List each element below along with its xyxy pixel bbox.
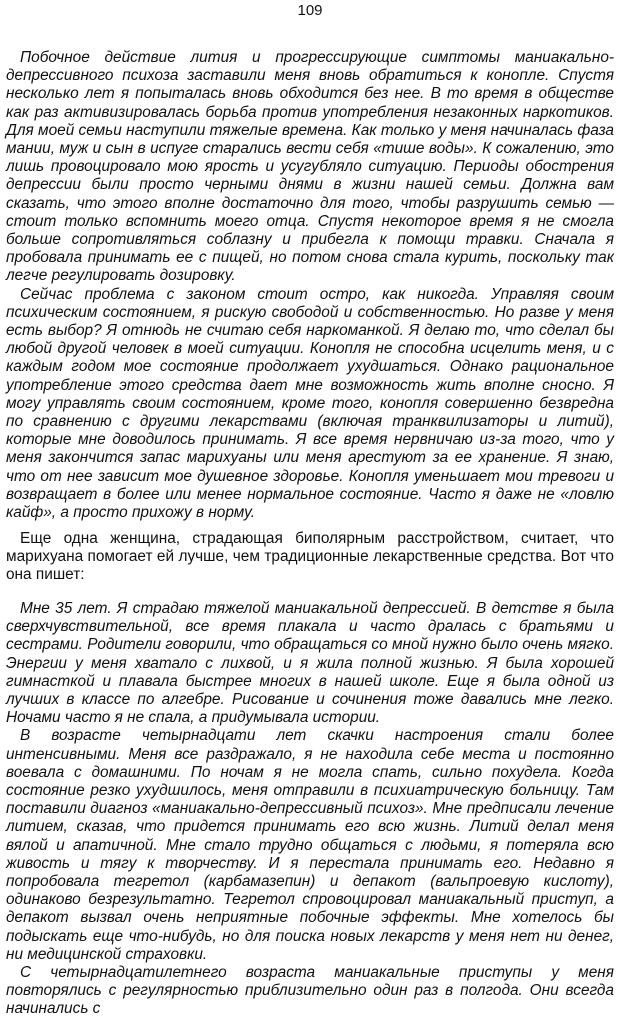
quote-1-paragraph-1: Побочное действие лития и прогрессирующие симптомы маниакально-депрессивного психоза заставили меня вновь обратиться к конопле. Спустя несколько лет я попыталась вновь обходится без нее. В то время в обществе как раз активизировалась борьба против употребления незаконных наркотиков. Для моей семьи наступили тяжелые времена. Как только у меня начиналась фаза мании, муж и сын в испуге старались вести себя «тише воды». К сожалению, это лишь провоцировало мою ярость и усугубляло ситуацию. Периоды обострения депрессии были просто черными днями в жизни нашей семьи. Должна вам сказать, что этого вполне достаточно для того, чтобы разрушить семью — стоит только вспомнить моего отца. Спустя некоторое время я не смогла больше сопротивляться соблазну и прибегла к помощи травки. Сначала я пробовала принимать ее с пищей, но потом снова стала курить, поскольку так легче регулировать дозировку. [6,49,614,285]
quote-2-paragraph-2: В возрасте четырнадцати лет скачки настроения стали более интенсивными. Меня все раздражало, я не находила себе места и постоянно воевала с домашними. По ночам я не могла спать, сильно похудела. Когда состояние резко ухудшилось, меня отправили в психиатрическую больницу. Там поставили диагноз «маниакально-депрессивный психоз». Мне предписали лечение литием, сказав, что придется принимать его всю жизнь. Литий делал меня вялой и апатичной. Мне стало трудно общаться с людьми, я потеряла всю живость и тягу к творчеству. И я перестала принимать его. Недавно я попробовала тегретол (карбамазепин) и депакот (вальпроевую кислоту), одинаково безрезультатно. Тегретол спровоцировал маниакальный приступ, а депакот вызвал очень неприятные побочные эффекты. Мне хотелось бы подыскать еще что-нибудь, но для поиска новых лекарств у меня нет ни денег, ни медицинской страховки. [6,727,614,963]
quote-2-paragraph-3: С четырнадцатилетнего возраста маниакальные приступы у меня повторялись с регулярностью приблизительно один раз в полгода. Они всегда начинались с [6,964,614,1018]
page-number: 109 [297,2,323,19]
quote-1-paragraph-2: Сейчас проблема с законом стоит остро, как никогда. Управляя своим психическим состоянием, я рискую свободой и собственностью. Но разве у меня есть выбор? Я отнюдь не считаю себя наркоманкой. Я делаю то, что сделал бы любой другой человек в моей ситуации. Конопля не способна исцелить меня, и с каждым годом мое состояние продолжает ухудшаться. Однако рациональное употребление этого средства дает мне возможность жить вполне сносно. Я могу управлять своим состоянием, кроме того, конопля совершенно безвредна по сравнению с другими лекарствами (включая транквилизаторы и литий), которые мне доводилось принимать. Я все время нервничаю из-за того, что у меня закончится запас марихуаны или меня арестуют за ее хранение. Я знаю, что от нее зависит мое душевное здоровье. Конопля уменьшает мои тревоги и возвращает в более или менее нормальное состояние. Часто я даже не «ловлю кайф», а просто прихожу в норму. [6,285,614,522]
quote-block-1 [6,49,614,522]
intro-paragraph: Еще одна женщина, страдающая биполярным расстройством, считает, что марихуана помогает ей лучше, чем традиционные лекарственные средства. Вот что она пишет: [6,530,614,584]
quote-2-paragraph-1: Мне 35 лет. Я страдаю тяжелой маниакальной депрессией. В детстве я была сверхчувствительной, все время плакала и часто дралась с братьями и сестрами. Родители говорили, что обращаться со мной нужно было очень мягко. Энергии у меня хватало с лихвой, и я жила полной жизнью. Я была хорошей гимнасткой и плавала быстрее многих в нашей школе. Еще я была одной из лучших в классе по алгебре. Рисование и сочинения тоже давались мне легко. Ночами часто я не спала, а придумывала истории. [6,600,614,727]
intro-block [6,530,614,585]
quote-block-2 [6,600,614,1019]
